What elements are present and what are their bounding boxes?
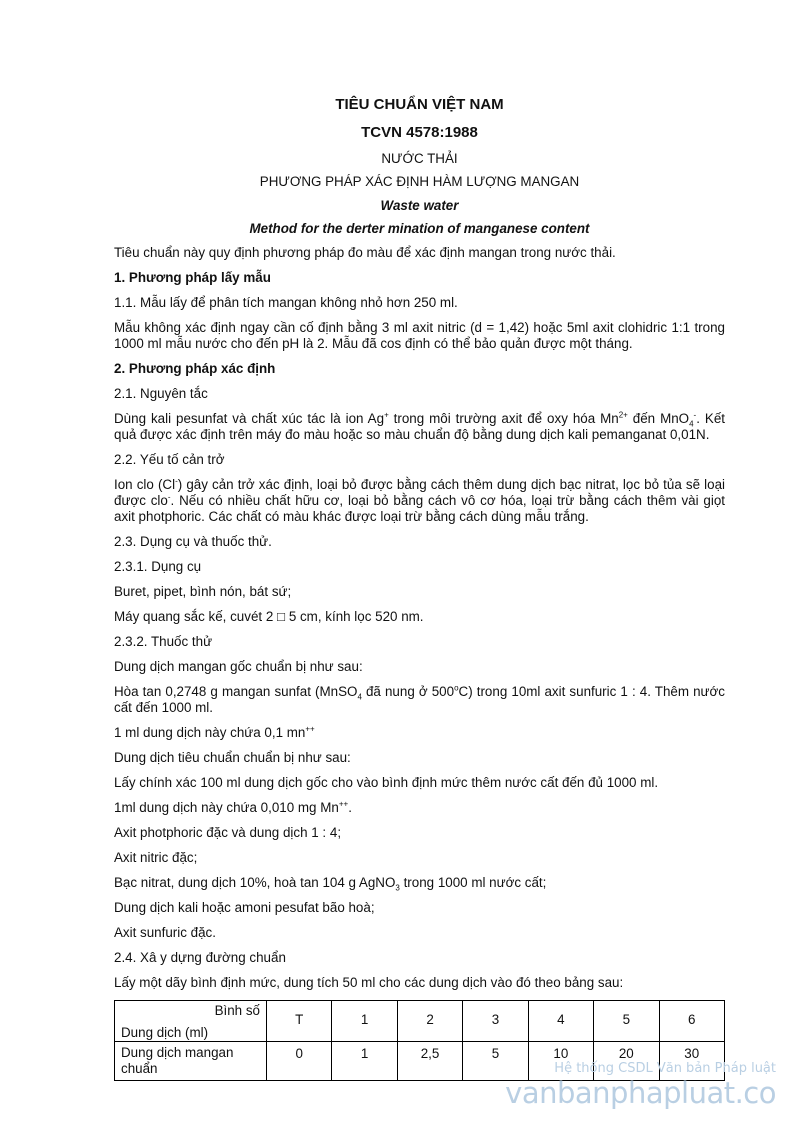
section-2-1-heading: 2.1. Nguyên tắc bbox=[114, 386, 208, 401]
table-col-header: 1 bbox=[332, 1001, 397, 1042]
table-cell: 2,5 bbox=[397, 1042, 462, 1081]
section-1-heading: 1. Phương pháp lấy mẫu bbox=[114, 270, 271, 285]
doc-subject-en: Waste water bbox=[380, 198, 459, 213]
reagent-line-10: Dung dịch kali hoặc amoni pesufat bão hoà; bbox=[114, 900, 375, 915]
section-2-2-heading: 2.2. Yếu tố cản trở bbox=[114, 452, 225, 467]
section-2-heading: 2. Phương pháp xác định bbox=[114, 361, 276, 376]
table-cell: 20 bbox=[594, 1042, 659, 1081]
reagent-line-7: Axit photphoric đặc và dung dịch 1 : 4; bbox=[114, 825, 342, 840]
watermark-caption: Hệ thống CSDL Văn bản Pháp luật bbox=[554, 1061, 776, 1076]
table-row-label: Dung dịch mangan chuẩn bbox=[115, 1042, 267, 1081]
table-cell: 5 bbox=[463, 1042, 528, 1081]
table-header-top: Bình số bbox=[214, 1003, 260, 1018]
reagent-line-11: Axit sunfuric đặc. bbox=[114, 925, 216, 940]
reagent-line-2: Hòa tan 0,2748 g mangan sunfat (MnSO$_4$ đã nung ở 500$^o$C) trong 10ml axit sunfuric 1 : 4. Thêm nước cất đến 1000 ml. bbox=[114, 683, 725, 715]
table-cell: 0 bbox=[266, 1042, 331, 1081]
section-2-1-text: Dùng kali pesunfat và chất xúc tác là ion Ag+ trong môi trường axit để oxy hóa $Mn^{2+}$ đến MnO$_4$-. Kết quả được xác định trên máy đo màu hoặc so màu chuẩn độ bằng dung dịch kali pemanganat 0,01N. bbox=[114, 410, 725, 442]
reagent-line-3: 1 ml dung dịch này chứa 0,1 mn++ bbox=[114, 724, 315, 740]
section-2-3-heading: 2.3. Dụng cụ và thuốc thử. bbox=[114, 534, 272, 549]
table-col-header: T bbox=[266, 1001, 331, 1042]
document-page bbox=[114, 96, 725, 1081]
table-col-header: 6 bbox=[659, 1001, 724, 1042]
reagent-line-5: Lấy chính xác 100 ml dung dịch gốc cho vào bình định mức thêm nước cất đến đủ 1000 ml. bbox=[114, 775, 659, 790]
section-1-1: 1.1. Mẫu lấy để phân tích mangan không nhỏ hơn 250 ml. bbox=[114, 295, 458, 310]
table-col-header: 3 bbox=[463, 1001, 528, 1042]
section-2-3-1-heading: 2.3.1. Dụng cụ bbox=[114, 559, 202, 574]
reagent-line-6: 1ml dung dịch này chứa 0,010 mg Mn++. bbox=[114, 799, 352, 815]
section-2-3-2-heading: 2.3.2. Thuốc thử bbox=[114, 634, 213, 649]
doc-standard-number: TCVN 4578:1988 bbox=[361, 124, 478, 141]
reagent-line-1: Dung dịch mangan gốc chuẩn bị như sau: bbox=[114, 659, 363, 674]
reagent-line-8: Axit nitric đặc; bbox=[114, 850, 198, 865]
doc-title-en: Method for the derter mination of manganese content bbox=[249, 221, 590, 236]
section-1-1-detail: Mẫu không xác định ngay cần cố định bằng 3 ml axit nitric (d = 1,42) hoặc 5ml axit clohidric 1:1 trong 1000 ml mẫu nước cho đến pH là 2. Mẫu đã cos định có thể bảo quản được một tháng. bbox=[114, 320, 725, 351]
table-cell: 10 bbox=[528, 1042, 593, 1081]
reagent-line-9: Bạc nitrat, dung dịch 10%, hoà tan 104 g AgNO$_3$ trong 1000 ml nước cất; bbox=[114, 875, 547, 893]
doc-header-standard: TIÊU CHUẨN VIỆT NAM bbox=[335, 96, 504, 113]
doc-title: PHƯƠNG PHÁP XÁC ĐỊNH HÀM LƯỢNG MANGAN bbox=[259, 174, 580, 189]
table-header-bottom: Dung dịch (ml) bbox=[121, 1025, 209, 1040]
table-col-header: 2 bbox=[397, 1001, 462, 1042]
table-col-header: 4 bbox=[528, 1001, 593, 1042]
intro-paragraph: Tiêu chuẩn này quy định phương pháp đo màu để xác định mangan trong nước thải. bbox=[114, 245, 616, 260]
table-cell: 30 bbox=[659, 1042, 724, 1081]
section-2-4-text: Lấy một dãy bình định mức, dung tích 50 ml cho các dung dịch vào đó theo bảng sau: bbox=[114, 975, 624, 990]
equipment-line-2: Máy quang sắc kế, cuvét 2 □ 5 cm, kính lọc 520 nm. bbox=[114, 609, 424, 624]
doc-subject: NƯỚC THẢI bbox=[381, 151, 458, 166]
watermark-site: vanbanphapluat.co bbox=[505, 1076, 776, 1110]
table-col-header: 5 bbox=[594, 1001, 659, 1042]
reagent-line-4: Dung dịch tiêu chuẩn chuẩn bị như sau: bbox=[114, 750, 351, 765]
table-cell: 1 bbox=[332, 1042, 397, 1081]
section-2-4-heading: 2.4. Xâ y dựng đường chuẩn bbox=[114, 950, 286, 965]
equipment-line-1: Buret, pipet, bình nón, bát sứ; bbox=[114, 584, 292, 599]
table-row bbox=[115, 1001, 725, 1042]
section-2-2-text: Ion clo (Cl-) gây cản trở xác định, loại bỏ được bằng cách thêm dung dịch bạc nitrat, lọc bỏ tủa sẽ loại được clo-. Nếu có nhiều chất hữu cơ, loại bỏ bằng cách vô cơ hóa, loại trừ bằng cách thêm vài giọt axit photphoric. Các chất có màu khác được loại trừ bằng cách dùng mẫu trắng. bbox=[114, 476, 726, 524]
table-header-cell bbox=[115, 1001, 267, 1042]
